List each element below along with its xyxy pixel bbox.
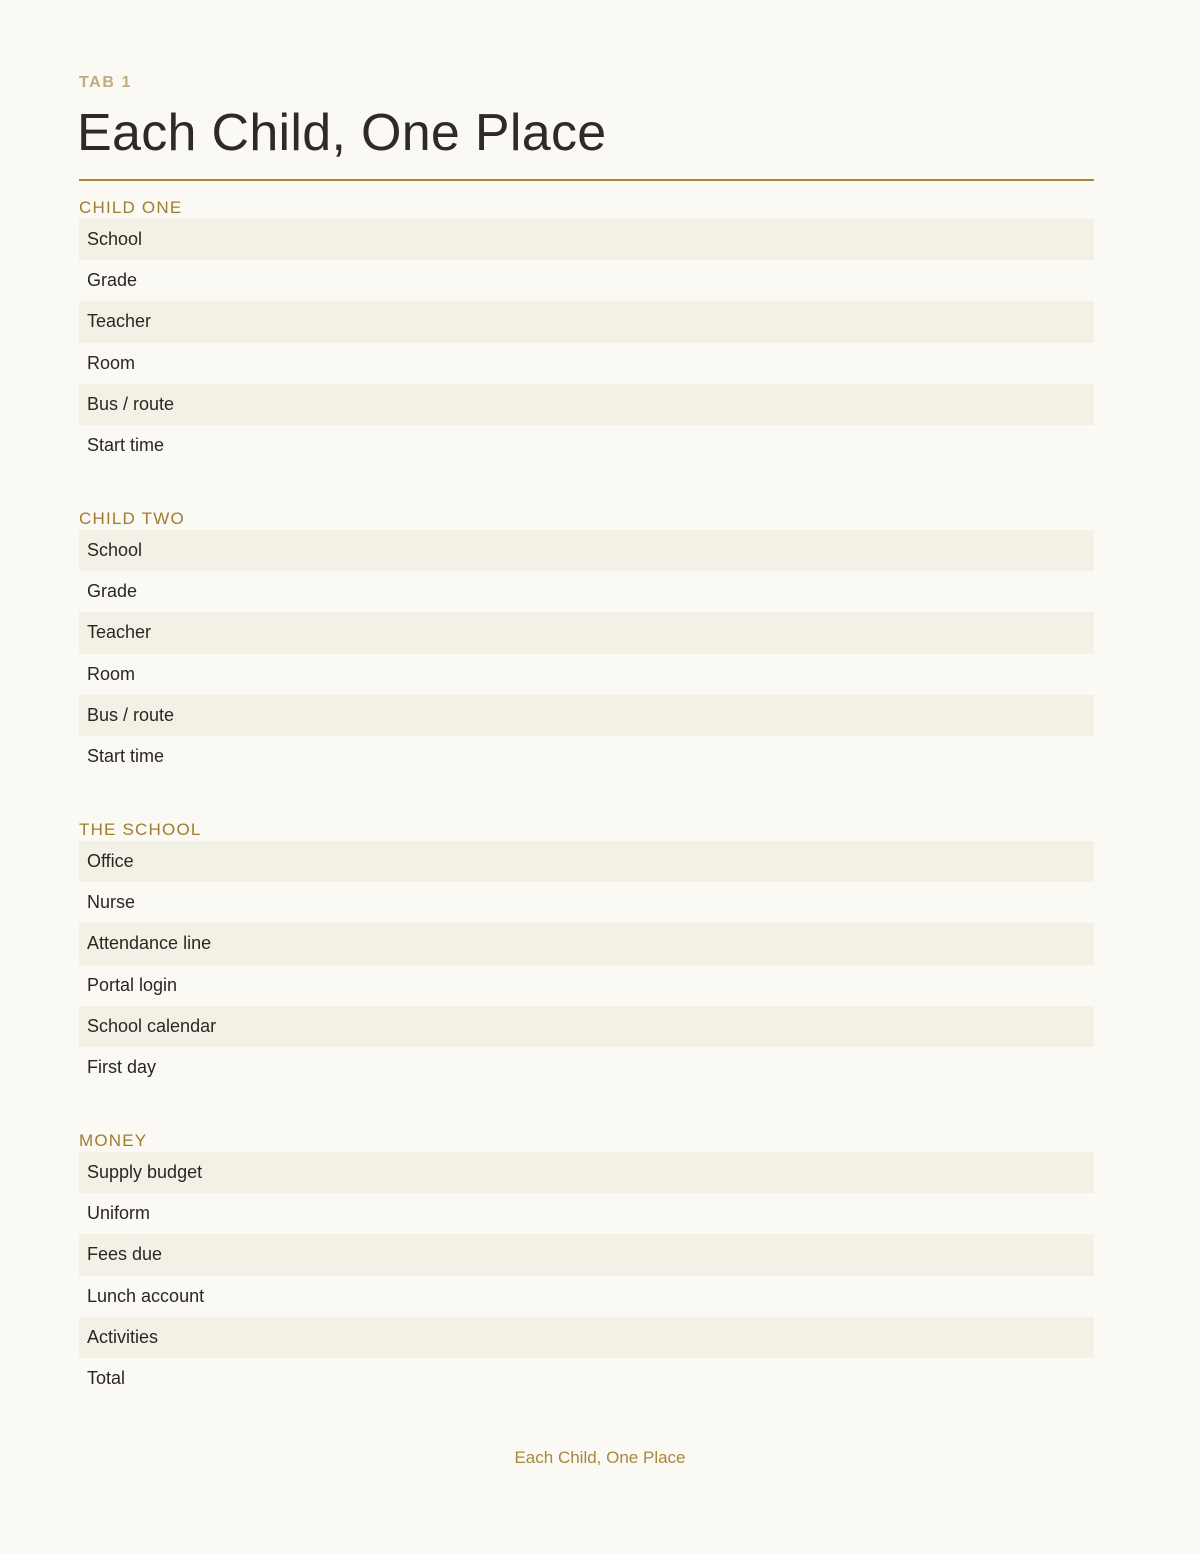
field-label: Room xyxy=(87,663,136,684)
field-label: Portal login xyxy=(87,974,178,995)
field-row[interactable] xyxy=(79,695,1094,736)
field-label: Supply budget xyxy=(87,1162,203,1183)
field-label: Nurse xyxy=(87,892,136,913)
section-money xyxy=(79,1131,1094,1399)
field-label: School xyxy=(87,540,143,561)
field-label: Teacher xyxy=(87,311,152,332)
field-label: Start time xyxy=(87,746,165,767)
section-heading: CHILD TWO xyxy=(79,509,185,528)
field-label: Office xyxy=(87,851,134,872)
field-label: Room xyxy=(87,352,136,373)
section-heading: CHILD ONE xyxy=(79,198,183,217)
field-row[interactable] xyxy=(79,530,1094,571)
field-row[interactable] xyxy=(79,1193,1094,1234)
field-row[interactable] xyxy=(79,260,1094,301)
field-label: School xyxy=(87,229,143,250)
field-row[interactable] xyxy=(79,301,1094,342)
field-label: Grade xyxy=(87,581,138,602)
field-row[interactable] xyxy=(79,343,1094,384)
field-row[interactable] xyxy=(79,1317,1094,1358)
field-label: Start time xyxy=(87,435,165,456)
field-row[interactable] xyxy=(79,1152,1094,1193)
field-label: Fees due xyxy=(87,1244,163,1265)
field-label: School calendar xyxy=(87,1015,217,1036)
section-child-one xyxy=(79,198,1094,466)
field-row[interactable] xyxy=(79,1006,1094,1047)
title-divider xyxy=(79,179,1094,181)
field-label: Activities xyxy=(87,1326,159,1347)
field-row[interactable] xyxy=(79,384,1094,425)
section-child-two xyxy=(79,509,1094,777)
section-the-school xyxy=(79,820,1094,1088)
field-row[interactable] xyxy=(79,882,1094,923)
field-row[interactable] xyxy=(79,571,1094,612)
tab-label: TAB 1 xyxy=(79,74,133,91)
field-row[interactable] xyxy=(79,1276,1094,1317)
page-footer: Each Child, One Place xyxy=(514,1448,686,1467)
field-row[interactable] xyxy=(79,1047,1094,1088)
page-title: Each Child, One Place xyxy=(77,104,607,162)
field-label: Bus / route xyxy=(87,393,175,414)
field-row[interactable] xyxy=(79,1358,1094,1399)
field-row[interactable] xyxy=(79,965,1094,1006)
field-row[interactable] xyxy=(79,923,1094,964)
field-label: Teacher xyxy=(87,622,152,643)
field-label: Grade xyxy=(87,270,138,291)
section-heading: THE SCHOOL xyxy=(79,820,202,839)
field-label: Uniform xyxy=(87,1203,151,1224)
field-row[interactable] xyxy=(79,1234,1094,1275)
field-row[interactable] xyxy=(79,219,1094,260)
field-row[interactable] xyxy=(79,654,1094,695)
field-label: First day xyxy=(87,1057,157,1078)
field-label: Total xyxy=(87,1368,126,1389)
field-label: Bus / route xyxy=(87,704,175,725)
field-label: Attendance line xyxy=(87,933,212,954)
field-row[interactable] xyxy=(79,736,1094,777)
section-heading: MONEY xyxy=(79,1131,148,1150)
field-row[interactable] xyxy=(79,425,1094,466)
field-row[interactable] xyxy=(79,612,1094,653)
field-row[interactable] xyxy=(79,841,1094,882)
field-label: Lunch account xyxy=(87,1285,205,1306)
